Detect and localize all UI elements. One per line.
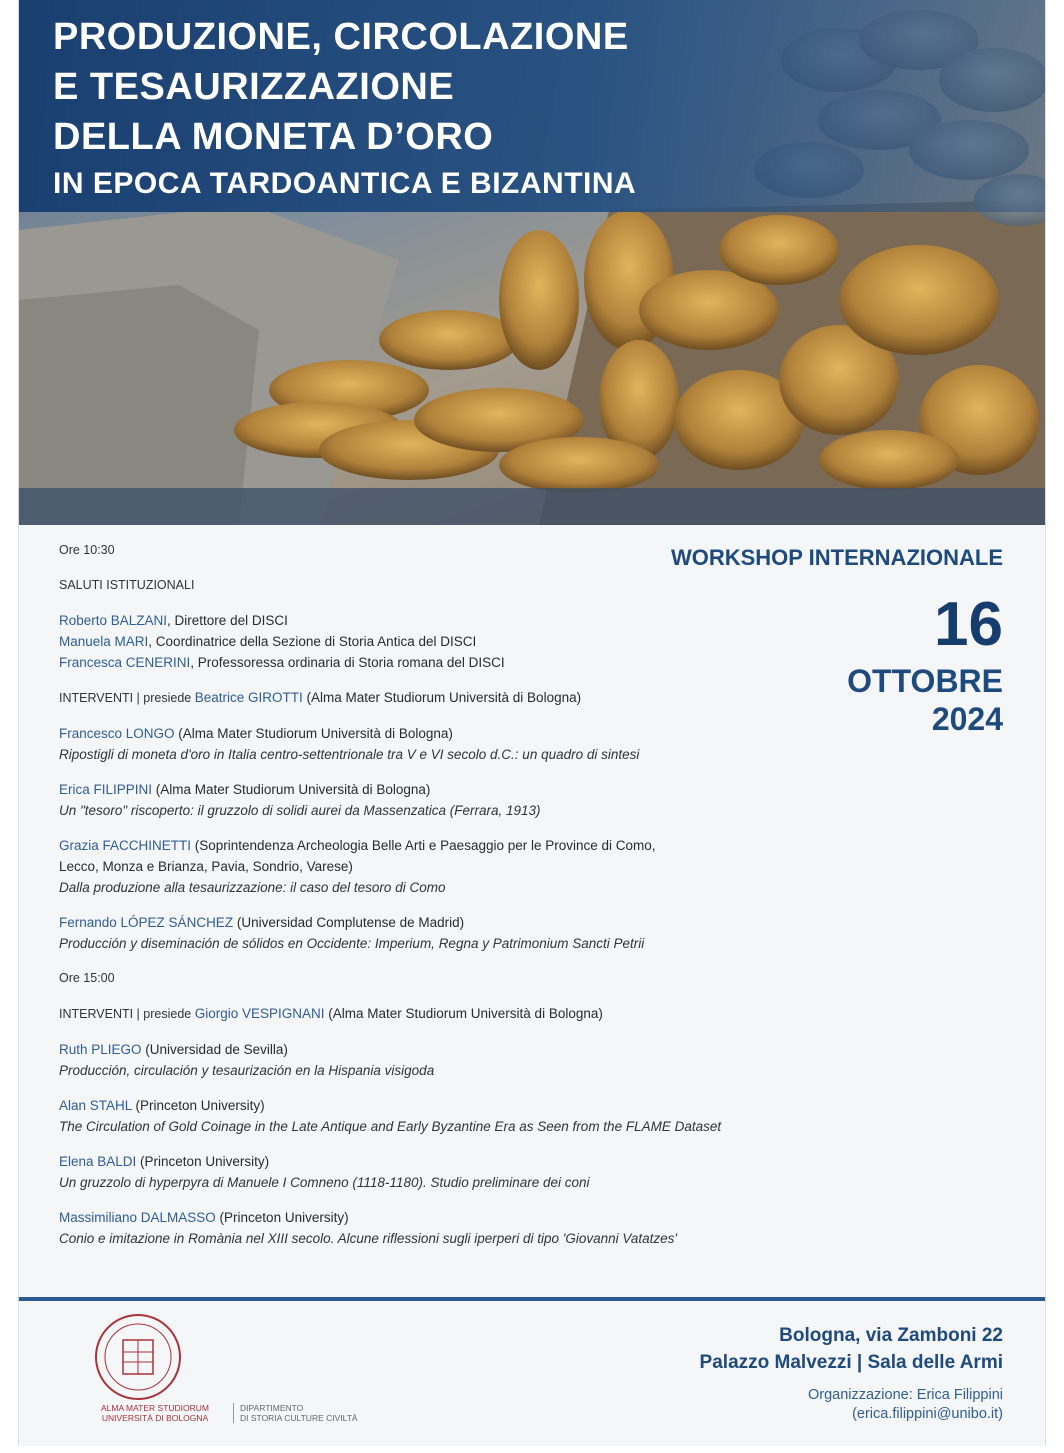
talk-item [59,779,859,821]
organizer: Organizzazione: Erica Filippini [807,1387,1003,1403]
speaker-affiliation: (Princeton University) [215,1210,349,1225]
university-name: ALMA MATER STUDIORUM UNIVERSITÀ DI BOLOGNA [101,1403,209,1423]
talk-item [59,1039,859,1081]
speaker-name: Ruth PLIEGO [59,1042,142,1057]
talk-title: Dalla produzione alla tesaurizzazione: il caso del tesoro di Como [59,880,446,895]
speaker-name: Alan STAHL [59,1098,132,1113]
greeting-item [59,631,859,652]
talk-title: Un gruzzolo di hyperpyra di Manuele I Comneno (1118-1180). Studio preliminare dei coni [59,1175,590,1190]
talk-item [59,912,859,954]
venue-line-2: Palazzo Malvezzi | Sala delle Armi [699,1352,1003,1373]
event-month: OTTOBRE [847,663,1003,699]
title-line-1: PRODUZIONE, CIRCOLAZIONE [53,16,629,58]
talk-item [59,835,859,898]
speaker-affiliation: (Universidad Complutense de Madrid) [233,915,465,930]
university-seal-icon [93,1312,183,1402]
hero-image [19,0,1046,525]
talk-title: Producción y diseminación de sólidos en Occidente: Imperium, Regna y Patrimonium Sancti Petrii [59,936,645,951]
greeting-role: , Direttore del DISCI [167,613,288,628]
speaker-affiliation: (Universidad de Sevilla) [141,1042,288,1057]
speaker-affiliation: (Soprintendenza Archeologia Belle Arti e Paesaggio per le Province di Como, [191,838,656,853]
morning-session-header: INTERVENTI | presiede Beatrice GIROTTI (Alma Mater Studiorum Università di Bologna) [59,690,582,705]
speaker-affiliation: (Alma Mater Studiorum Università di Bologna) [152,782,431,797]
title-line-2: E TESAURIZZAZIONE [53,66,455,108]
speaker-name: Grazia FACCHINETTI [59,838,192,853]
organization [559,1386,1003,1424]
greeting-role: , Professoressa ordinaria di Storia romana del DISCI [190,655,505,670]
session-chair: Beatrice GIROTTI [194,690,303,705]
greeting-name: Roberto BALZANI [59,613,168,628]
speaker-name: Elena BALDI [59,1154,137,1169]
event-type: WORKSHOP INTERNAZIONALE [670,545,1003,570]
speaker-affiliation: (Alma Mater Studiorum Università di Bologna) [174,726,453,741]
venue [559,1322,1003,1376]
afternoon-session-header: INTERVENTI | presiede Giorgio VESPIGNANI (Alma Mater Studiorum Università di Bologna) [59,1006,603,1021]
talk-title: Un "tesoro" riscoperto: il gruzzolo di solidi aurei da Massenzatica (Ferrara, 1913) [59,803,541,818]
speaker-name: Fernando LÓPEZ SÁNCHEZ [59,915,234,930]
greeting-name: Francesca CENERINI [59,655,191,670]
talk-title: Conio e imitazione in Romània nel XIII secolo. Alcune riflessioni sugli iperperi di tipo 'Giovanni Vatatzes' [59,1231,677,1246]
event-year: 2024 [931,701,1003,737]
speaker-name: Massimiliano DALMASSO [59,1210,216,1225]
photo-caption-bar [19,488,1046,525]
talk-title: Ripostigli di moneta d'oro in Italia centro-settentrionale tra V e VI secolo d.C.: un quadro di sintesi [59,747,640,762]
greeting-item [59,610,859,631]
talk-item [59,1207,859,1249]
greetings-label: SALUTI ISTITUZIONALI [59,578,195,592]
talk-title: The Circulation of Gold Coinage in the Late Antique and Early Byzantine Era as Seen from the FLAME Dataset [59,1119,722,1134]
title-line-4: IN EPOCA TARDOANTICA E BIZANTINA [53,167,637,200]
program [59,540,859,1263]
poster-title [53,12,1033,206]
afternoon-time: Ore 15:00 [59,971,115,985]
session-chair: Giorgio VESPIGNANI [194,1006,325,1021]
title-line-3: DELLA MONETA D’ORO [53,116,494,158]
talk-item [59,1095,859,1137]
greeting-name: Manuela MARI [59,634,149,649]
venue-line-1: Bologna, via Zamboni 22 [779,1325,1003,1346]
talk-title: Producción, circulación y tesaurización en la Hispania visigoda [59,1063,435,1078]
speaker-affiliation: (Princeton University) [131,1098,265,1113]
greeting-role: , Coordinatrice della Sezione di Storia Antica del DISCI [148,634,477,649]
department-name: DIPARTIMENTO DI STORIA CULTURE CIVILTÀ [233,1403,358,1423]
footer-divider [19,1297,1046,1301]
organizer-email[interactable]: (erica.filippini@unibo.it) [852,1406,1003,1422]
poster [18,0,1046,1446]
talk-item [59,1151,859,1193]
speaker-affiliation-cont: Lecco, Monza e Brianza, Pavia, Sondrio, Varese) [59,859,353,874]
speaker-name: Erica FILIPPINI [59,782,153,797]
morning-time: Ore 10:30 [59,543,115,557]
speaker-affiliation: (Princeton University) [136,1154,270,1169]
speaker-name: Francesco LONGO [59,726,175,741]
event-day: 16 [934,590,1003,659]
